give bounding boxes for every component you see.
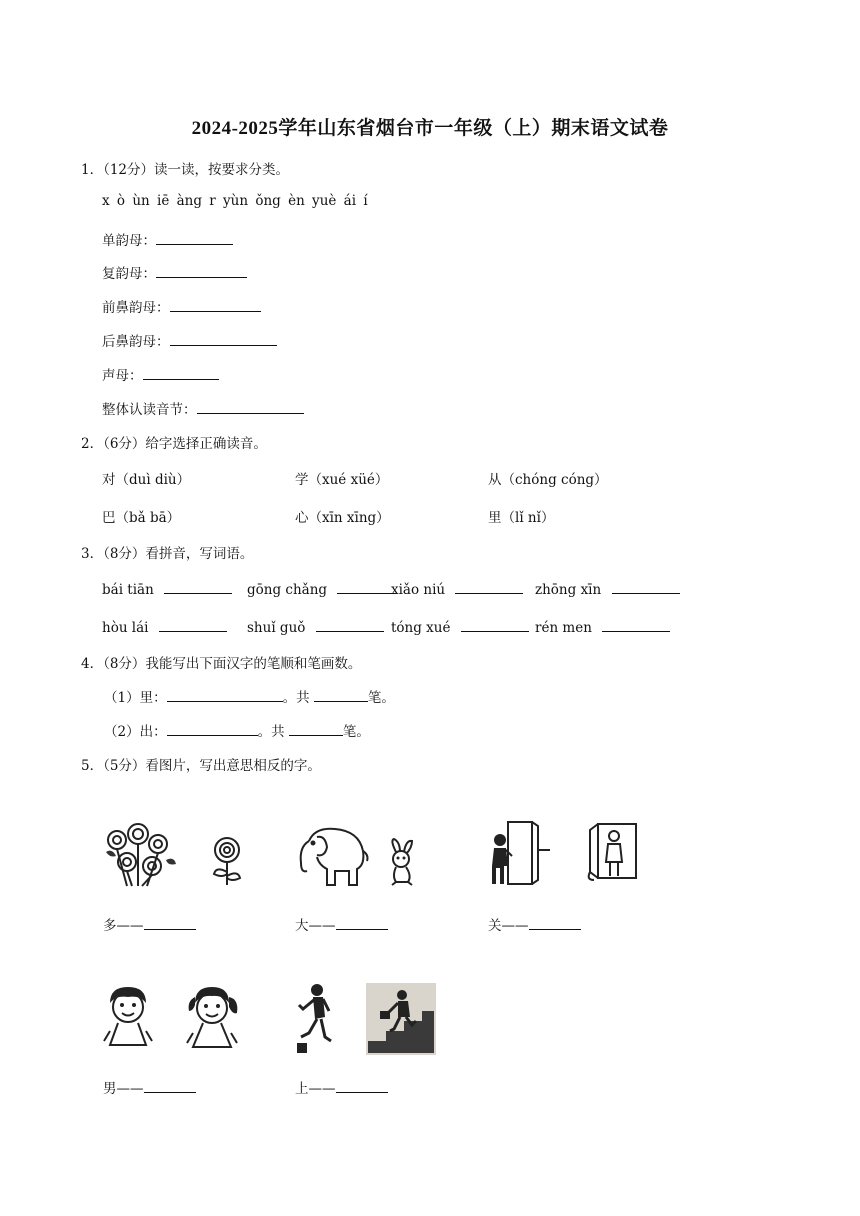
person-running-icon xyxy=(295,981,335,1055)
answer-blank[interactable] xyxy=(337,579,397,594)
question-5-item xyxy=(488,914,581,934)
question-3-item xyxy=(102,579,232,598)
stroke-count-blank[interactable] xyxy=(314,687,368,702)
question-1-row-5 xyxy=(102,364,219,384)
stroke-label: （2）出： xyxy=(104,724,167,740)
antonym-label: 上—— xyxy=(295,1081,336,1097)
question-3-item xyxy=(391,617,529,636)
answer-blank[interactable] xyxy=(164,579,232,594)
pinyin-label: hòu lái xyxy=(102,620,149,636)
rabbit-icon xyxy=(386,838,418,886)
row-label: 前鼻韵母： xyxy=(102,300,170,316)
question-1-row-2 xyxy=(102,262,247,282)
stroke-count-blank[interactable] xyxy=(289,721,343,736)
answer-blank[interactable] xyxy=(143,365,219,380)
row-label: 单韵母： xyxy=(102,233,156,249)
answer-blank[interactable] xyxy=(316,617,384,632)
answer-blank[interactable] xyxy=(159,617,227,632)
unit-label: 笔。 xyxy=(367,690,395,706)
answer-blank[interactable] xyxy=(170,297,261,312)
pinyin-label: zhōng xīn xyxy=(535,582,602,598)
stroke-order-blank[interactable] xyxy=(167,721,258,736)
pinyin-label: gōng chǎng xyxy=(247,582,328,598)
elephant-icon xyxy=(295,825,369,887)
answer-blank[interactable] xyxy=(612,579,680,594)
pinyin-label: tóng xué xyxy=(391,620,451,636)
antonym-label: 多—— xyxy=(103,918,144,934)
question-4-line-2 xyxy=(104,720,370,740)
antonym-label: 大—— xyxy=(295,918,336,934)
question-1-pinyin: x ò ùn iē àng r yùn ǒng èn yuè ái í xyxy=(102,193,368,209)
page-title: 2024-2025学年山东省烟台市一年级（上）期末语文试卷 xyxy=(191,118,669,139)
person-climbing-stairs-icon xyxy=(366,983,436,1055)
row-label: 复韵母： xyxy=(102,266,156,282)
question-2-item: 学（xué xüé） xyxy=(295,472,389,488)
door-closing-icon xyxy=(488,820,554,890)
girl-icon xyxy=(183,985,241,1051)
question-2-item: 心（xīn xīng） xyxy=(295,510,390,526)
row-label: 声母： xyxy=(102,368,143,384)
pinyin-label: shuǐ guǒ xyxy=(247,620,306,636)
question-3-item xyxy=(247,617,384,636)
question-4-header: 4．（8分）我能写出下面汉字的笔顺和笔画数。 xyxy=(81,656,362,672)
question-5-item xyxy=(103,914,196,934)
stroke-order-blank[interactable] xyxy=(167,687,283,702)
answer-blank[interactable] xyxy=(170,331,277,346)
stroke-label: （1）里： xyxy=(104,690,167,706)
answer-blank[interactable] xyxy=(156,230,233,245)
answer-blank[interactable] xyxy=(455,579,523,594)
answer-blank[interactable] xyxy=(602,617,670,632)
count-label: 。共 xyxy=(282,690,310,706)
unit-label: 笔。 xyxy=(342,724,370,740)
question-3-item xyxy=(535,617,670,636)
answer-blank[interactable] xyxy=(529,915,581,930)
question-1-row-6 xyxy=(102,398,304,418)
pinyin-label: xiǎo niú xyxy=(391,582,446,598)
pinyin-label: bái tiān xyxy=(102,582,154,598)
question-4-line-1 xyxy=(104,686,395,706)
answer-blank[interactable] xyxy=(144,915,196,930)
question-3-header: 3．（8分）看拼音，写词语。 xyxy=(81,546,254,562)
question-3-item xyxy=(247,579,397,598)
door-opening-icon xyxy=(586,822,642,882)
boy-icon xyxy=(102,985,154,1049)
answer-blank[interactable] xyxy=(336,1078,388,1093)
question-5-item xyxy=(103,1077,196,1097)
question-2-item: 巴（bǎ bā） xyxy=(102,510,181,526)
question-2-item: 对（duì diù） xyxy=(102,472,191,488)
question-5-item xyxy=(295,1077,388,1097)
answer-blank[interactable] xyxy=(336,915,388,930)
pinyin-label: rén men xyxy=(535,620,592,636)
question-2-item: 里（lǐ nǐ） xyxy=(488,510,555,526)
question-1-header: 1．（12分）读一读，按要求分类。 xyxy=(81,162,290,178)
antonym-label: 男—— xyxy=(103,1081,144,1097)
question-2-header: 2．（6分）给字选择正确读音。 xyxy=(81,436,267,452)
antonym-label: 关—— xyxy=(488,918,529,934)
question-3-item xyxy=(535,579,680,598)
question-1-row-1 xyxy=(102,229,233,249)
row-label: 整体认读音节： xyxy=(102,402,197,418)
question-2-item: 从（chóng cóng） xyxy=(488,472,608,488)
question-5-header: 5．（5分）看图片，写出意思相反的字。 xyxy=(81,758,321,774)
question-1-row-3 xyxy=(102,296,261,316)
answer-blank[interactable] xyxy=(197,399,304,414)
question-5-item xyxy=(295,914,388,934)
flowers-icon xyxy=(102,822,178,888)
answer-blank[interactable] xyxy=(156,263,247,278)
count-label: 。共 xyxy=(257,724,285,740)
question-3-item xyxy=(391,579,523,598)
answer-blank[interactable] xyxy=(461,617,529,632)
question-3-item xyxy=(102,617,227,636)
answer-blank[interactable] xyxy=(144,1078,196,1093)
flower-icon xyxy=(210,836,244,886)
row-label: 后鼻韵母： xyxy=(102,334,170,350)
question-1-row-4 xyxy=(102,330,277,350)
